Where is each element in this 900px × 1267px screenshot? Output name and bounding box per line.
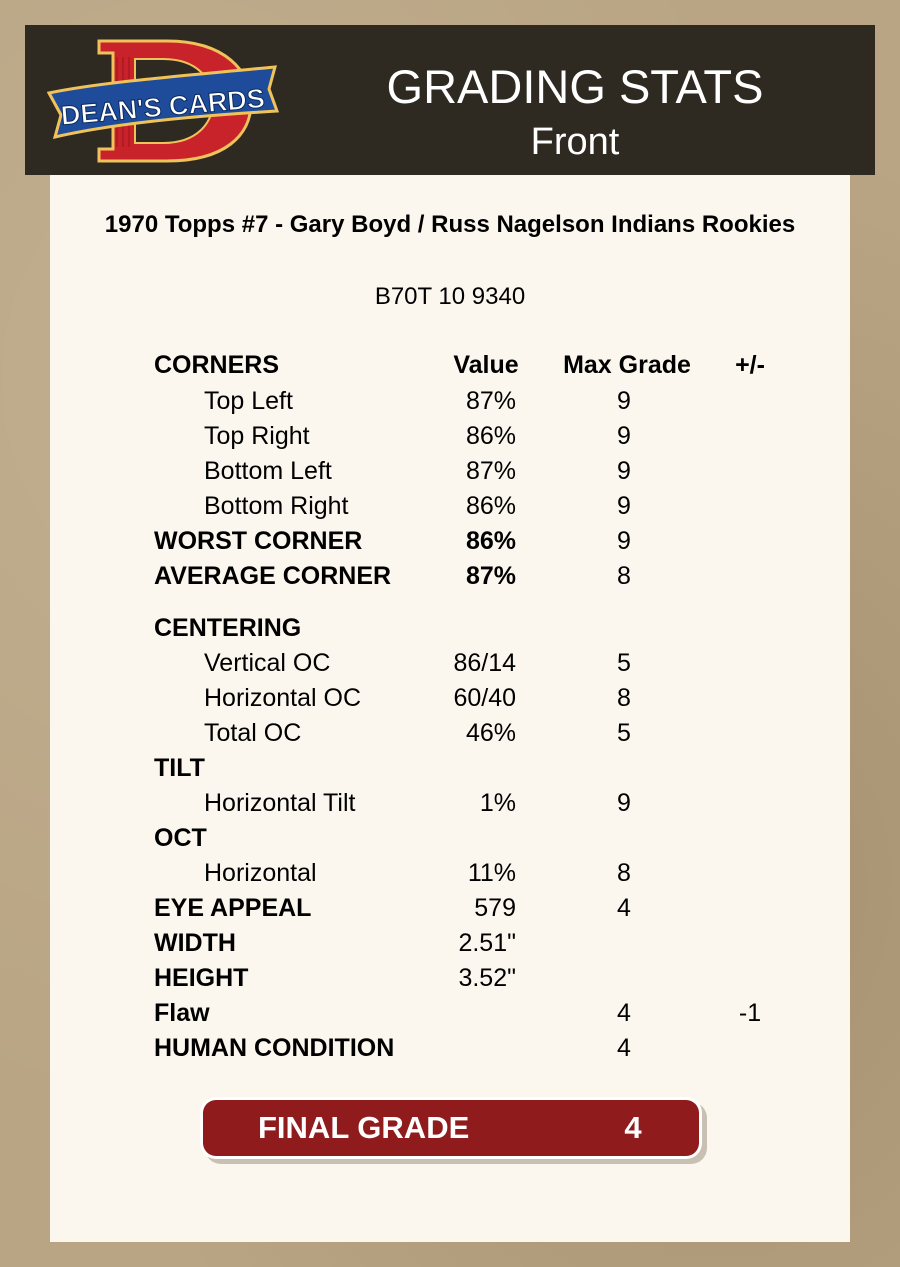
page-title: GRADING STATS: [386, 60, 764, 113]
row-label: EYE APPEAL: [154, 894, 312, 922]
row-label: TILT: [154, 754, 205, 782]
row-max-grade: 4: [617, 894, 631, 922]
row-value: 60/40: [453, 684, 516, 712]
row-label: Bottom Left: [204, 457, 332, 485]
table-row: [50, 646, 850, 681]
row-max-grade: 5: [617, 649, 631, 677]
row-value: 87%: [465, 457, 516, 485]
row-label: AVERAGE CORNER: [154, 562, 392, 590]
section-oct: [50, 821, 850, 856]
column-header-max-grade: Max Grade: [563, 351, 691, 379]
page-subtitle: Front: [530, 121, 620, 163]
card-title: 1970 Topps #7 - Gary Boyd / Russ Nagelson Indians Rookies: [104, 211, 796, 238]
table-row: [50, 489, 850, 524]
row-value: 86/14: [453, 649, 516, 677]
table-row: [50, 926, 850, 961]
table-row: [50, 1031, 850, 1066]
table-row: [50, 384, 850, 419]
row-value: 86%: [465, 527, 516, 555]
table-row: [50, 681, 850, 716]
section-centering: [50, 611, 850, 646]
table-row: [50, 454, 850, 489]
table-row: [50, 856, 850, 891]
row-max-grade: 4: [617, 1034, 631, 1062]
row-value: 87%: [465, 387, 516, 415]
row-max-grade: 4: [617, 999, 631, 1027]
row-plus-minus: -1: [738, 999, 762, 1027]
column-header-plus-minus: +/-: [735, 351, 765, 379]
row-max-grade: 9: [617, 422, 631, 450]
row-value: 46%: [465, 719, 516, 747]
row-value: 86%: [465, 492, 516, 520]
column-header-value: Value: [453, 351, 519, 379]
grading-stats-card: [50, 175, 850, 1242]
row-max-grade: 8: [617, 859, 631, 887]
row-label: OCT: [154, 824, 207, 852]
final-grade-badge: [200, 1097, 702, 1159]
row-label: Total OC: [204, 719, 302, 747]
row-max-grade: 9: [617, 789, 631, 817]
row-max-grade: 9: [617, 387, 631, 415]
row-label: Horizontal: [204, 859, 317, 887]
row-label: Horizontal Tilt: [204, 789, 356, 817]
final-grade-value: 4: [624, 1110, 642, 1145]
row-label: WORST CORNER: [154, 527, 363, 555]
logo-text: DEAN'S CARDS: [59, 83, 266, 131]
table-row: [50, 786, 850, 821]
row-value: 86%: [465, 422, 516, 450]
table-row: [50, 559, 850, 594]
row-label: WIDTH: [154, 929, 236, 957]
final-grade-panel: [203, 1100, 699, 1156]
final-grade-label: FINAL GRADE: [258, 1110, 470, 1145]
row-label: CORNERS: [154, 351, 280, 379]
row-label: Top Right: [204, 422, 310, 450]
row-value: 87%: [465, 562, 516, 590]
row-value: 2.51": [458, 929, 516, 957]
row-max-grade: 9: [617, 492, 631, 520]
row-max-grade: 5: [617, 719, 631, 747]
section-tilt: [50, 751, 850, 786]
row-label: Vertical OC: [204, 649, 331, 677]
deans-cards-logo: [47, 37, 279, 165]
row-label: Horizontal OC: [204, 684, 361, 712]
table-row: [50, 996, 850, 1031]
table-row: [50, 524, 850, 559]
row-label: Top Left: [204, 387, 293, 415]
row-value: 3.52": [458, 964, 516, 992]
row-label: Flaw: [154, 999, 210, 1027]
header-banner: [25, 25, 875, 175]
row-label: HUMAN CONDITION: [154, 1034, 395, 1062]
row-max-grade: 9: [617, 457, 631, 485]
row-value: 11%: [467, 859, 516, 887]
row-label: HEIGHT: [154, 964, 249, 992]
row-value: 579: [474, 894, 516, 922]
table-row: [50, 891, 850, 926]
table-row: [50, 961, 850, 996]
table-row: [50, 419, 850, 454]
row-max-grade: 9: [617, 527, 631, 555]
row-max-grade: 8: [617, 562, 631, 590]
row-label: Bottom Right: [204, 492, 349, 520]
section-corners: [50, 348, 850, 383]
row-label: CENTERING: [154, 614, 302, 642]
row-max-grade: 8: [617, 684, 631, 712]
table-row: [50, 716, 850, 751]
card-code: B70T 10 9340: [374, 283, 526, 310]
row-value: 1%: [479, 789, 516, 817]
